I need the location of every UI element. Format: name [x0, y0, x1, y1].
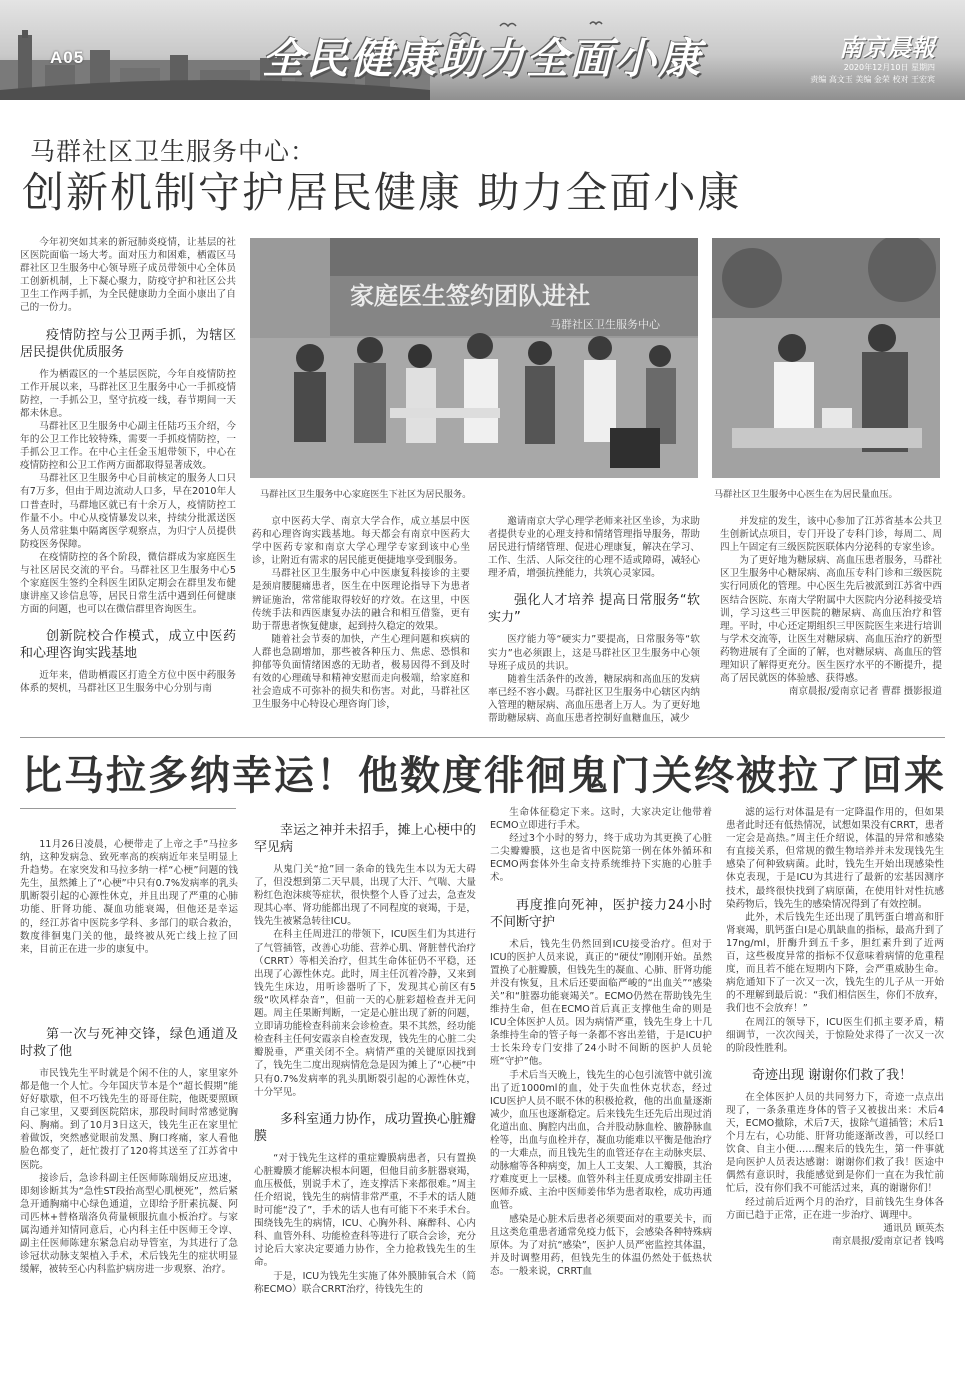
- photo-banner-text: 家庭医生签约团队进社: [350, 282, 590, 310]
- story1-headline: 创新机制守护居民健康 助力全面小康: [22, 168, 742, 217]
- story1-column-2: [252, 515, 470, 735]
- photo2-caption: 马群社区卫生服务中心医生在为居民量血压。: [714, 489, 898, 500]
- photo1-caption: 马群社区卫生服务中心家庭医生下社区为居民服务。: [260, 489, 472, 500]
- paragraph: 手术后当天晚上，钱先生的心包引流管中就引流出了近1000ml的血，处于失血性休克状态，经过ICU医护人员不眠不休的积极抢救，他的出血量逐渐减少，血压也逐渐稳定。后来钱先生还先后出现过消化道出血、胸腔内出血，合并股动脉血栓、腋静脉血栓等，出血与血栓并存，凝血功能难以平衡是他治疗的一大难点，而且钱先生的血管还存在主动脉夹层、动脉瘤等各种病变，加上人工支架、人工瓣膜，其治疗难度更上一层楼。血管外科主任夏成勇安排副主任医师乔威、主治中医师姜伟华为患者取栓，成功再通血管。: [490, 1069, 712, 1212]
- subheading: 疫情防控与公卫两手抓，为辖区居民提供优质服务: [20, 327, 236, 360]
- story2-column-2: [254, 822, 476, 1352]
- photo-family-doctor-image: [250, 238, 698, 478]
- paragraph: 随着生活条件的改善，糖尿病和高血压的发病率已经不容小觑。马群社区卫生服务中心辖区内纳入管理的糖尿病、高血压患者上万人。为了更好地帮助糖尿病、高血压患者控制好血糖血压，减少: [488, 673, 700, 725]
- paragraph: 生命体征稳定下来。这时，大家决定让他带着ECMO立即进行手术。: [490, 807, 712, 832]
- photo-blood-pressure: [712, 238, 940, 478]
- paragraph: 为了更好地为糖尿病、高血压患者服务，马群社区卫生服务中心糖尿病、高血压专科门诊和三级医院实行同质化的管理。中心医生先后被派到江苏省中西医结合医院、东南大学附属中大医院内分泌科接受培训，学习这些三甲医院的糖尿病、高血压治疗和管理。平时，中心还定期组织三甲医院医生来进行培训与学术交流等，让医生对糖尿病、高血压治疗的新型药物进展有了全面的了解，也对糖尿病、高血压的管理知识了解得更充分。医生医疗水平的不断提升，提高了居民就医的体验感、获得感。: [720, 555, 942, 685]
- paragraph: 在疫情防控的各个阶段，微信群成为家庭医生与社区居民交流的平台。马群社区卫生服务中心5个家庭医生签约全科医生团队定期会在群里发布健康讲座又诊信息等，居民日常生活中遇到任何健康方面的问题，也可以在微信群里咨询医生。: [20, 551, 236, 616]
- story1-column-4: [720, 515, 942, 735]
- subheading: 第一次与死神交锋，绿色通道及时救了他: [20, 1026, 238, 1059]
- paragraph: 11月26日凌晨，心梗带走了上帝之手”马拉多纳，这种发病急、致死率高的疾病近年来呈明显上升趋势。在家突发和马拉多纳一样“心梗”问题的钱先生，虽然摊上了“心梗”中只有0.7%发病率的乳头肌断裂引起的心源性休克，并且出现了严重的心肺功能、肝肾功能、凝血功能衰竭，但他还是幸运的，经江苏省中医院多学科、多部门的联合救治，数度徘徊鬼门关的他，最终被从死亡线上拉了回来，目前正在进一步的康复中。: [20, 839, 238, 955]
- story1-column-1: [20, 236, 236, 732]
- byline: 通讯员 顾英杰: [883, 1222, 944, 1234]
- paragraph: 接诊后，急诊科副主任医师陈瑞娟反应迅速，即刻诊断其为“急性ST段抬高型心肌梗死”，然后紧急开通胸痛中心绿色通道，立即给予肝素抗凝、阿司匹林+替格瑞洛负荷量顿服抗血小板治疗。与家属沟通并知情同意后，心内科主任中医师王令谆、副主任医师陈建东紧急启动导管室，为其进行了急诊冠状动脉支架植入手术，术后钱先生的症状明显缓解，被转至心内科监护病房进一步观察、治疗。: [20, 1172, 238, 1276]
- paragraph: 马群社区卫生服务中心目前核定的服务人口只有7万多，但由于周边流动人口多，早在2010年人口普查时，马群地区就已有十余万人，疫情防控工作量不小。中心从疫情暴发以来，持续分批派送医务人员常驻集中隔离医学观察点，为归宁人员提供防疫医务保障。: [20, 473, 236, 550]
- byline: 南京晨报/爱南京记者 曹群 摄影报道: [788, 686, 942, 698]
- paragraph: 今年初突如其来的新冠肺炎疫情，让基层的社区医院面临一场大考。面对压力和困难，栖霞区马群社区卫生服务中心领导班子成员带领中心全体员工创新机制，上下凝心聚力，防疫守护和社区公共卫生工作两手抓，为全民健康助力全面小康出了自己的一份力。: [20, 237, 236, 314]
- story1-column-3: [488, 515, 700, 735]
- paragraph: 随着社会节奏的加快，产生心理问题和疾病的人群也急剧增加，那些被各种压力、焦虑、恐惧和抑郁等负面情绪困惑的无助者，极易因得不到及时有效的心理疏导和精神安慰而走向极端，给家庭和社会造成不可弥补的损失和伤害。对此，马群社区卫生服务中心特设心理咨询门诊，: [252, 633, 470, 711]
- paragraph: 术后，钱先生仍然回到ICU接受治疗。但对于ICU的医护人员来说，真正的“硬仗”刚刚开始。虽然置换了心脏瓣膜，但钱先生的凝血、心肺、肝肾功能并没有恢复，且术后还要面临严峻的“出血关”“感染关”和“脏器功能衰竭关”。ECMO仍然在帮助钱先生维持生命，但在ECMO首后真正支撑他生命的则是ICU全体医护人员。因为病情严重，钱先生身上十几条维持生命的管子每一条都不容出差错，于是ICU护士长朱玲专门安排了24小时不间断的医护人员轮班“守护”他。: [490, 938, 712, 1068]
- page-number: A05: [50, 48, 85, 67]
- byline: 南京晨报/爱南京记者 钱鸣: [832, 1235, 944, 1247]
- subheading: 多科室通力协作，成功置换心脏瓣膜: [254, 1111, 476, 1144]
- section-banner: 全民健康助力全面小康: [262, 34, 703, 83]
- issue-date: 2020年12月10日 星期四: [843, 63, 935, 72]
- paragraph: 经过前后近两个月的治疗，目前钱先生身体各方面已趋于正常，正在进一步治疗、调理中。: [726, 1196, 944, 1221]
- paragraph: 医疗能力等“硬实力”要提高，日常服务等“软实力”也必须跟上，这是马群社区卫生服务中心领导班子成员的共识。: [488, 634, 700, 672]
- story2-column-3: [490, 806, 712, 1352]
- paragraph: 在全体医护人员的共同努力下，奇迹一点点出现了，一条条重连身体的管子又被拔出来：术后4天，ECMO撤除，术后7天，拔除气道插管；术后1个月左右，心功能、肝肾功能逐渐改善，可以经口饮食、自主小便……醒来后的钱先生，第一件事就是向医护人员表达感谢：谢谢你们救了我！医途中偶然有意识时，我能感觉到是你们一直在为我忙前忙后，没有你们我不可能活过来，真的谢谢你们！: [726, 1091, 944, 1195]
- paragraph: “对于钱先生这样的重症瓣膜病患者，只有置换心脏瓣膜才能解决根本问题，但他目前多脏器衰竭，血压极低，别说手术了，连支撑活下来都很难。”周主任介绍说，钱先生的病情非常严重，不手术的话人随时可能“没了”，手术的话人也有可能下不来手术台。围绕钱先生的病情，ICU、心胸外科、麻醉科、心内科、血管外科、功能检查科等进行了联合会诊，充分讨论后大家决定要通力协作，全力抢救钱先生的生命。: [254, 1152, 476, 1269]
- issue-meta: [810, 62, 935, 86]
- paragraph: 作为栖霞区的一个基层医院，今年自疫情防控工作开展以来，马群社区卫生服务中心一手抓疫情防控，一手抓公卫，坚守抗疫一线，春节期间一天都未休息。: [20, 368, 236, 419]
- paragraph: 感染是心脏术后患者必须要面对的重要关卡，而且这类危重患者通常免疫力低下，会感染各种特殊病原体。为了对抗“感染”，医护人员严密监控其体温，并及时调整用药，但钱先生的体温仍然处于低热状态。一般来说，CRRT血: [490, 1213, 712, 1277]
- paragraph: 此外，术后钱先生还出现了肌钙蛋白增高和肝肾衰竭，肌钙蛋白I是心肌缺血的指标，最高升到了17ng/ml，肝酶升到五千多，胆红素升到了近两百，这些极度异常的指标不仅意味着病情的危重程度，而且若不能在短期内下降，会严重威胁生命。病危通知下了一次又一次，钱先生的儿子从一开始的不理解到最后说：“我们相信医生，你们不放弃，我们也不会放弃！”: [726, 911, 944, 1015]
- subheading: 再度推向死神，医护接力24小时不间断守护: [490, 897, 712, 930]
- photo-family-doctor-team: [250, 238, 698, 478]
- paragraph: 滤的运行对体温是有一定降温作用的，但如果患者此时还有低热情况，试想如果没有CRRT，患者一定会是高热。”周主任介绍说，体温的异常和感染有直接关系，但常规的微生物培养并未发现钱先生感染了何种致病菌。此时，钱先生开始出现感染性休克表现，于是ICU为其进行了最新的宏基因测序技术，最终很快找到了病原菌，在使用针对性抗感染药物后，钱先生的感染情况得到了有效控制。: [726, 807, 944, 910]
- story1-kicker: 马群社区卫生服务中心：: [30, 137, 317, 166]
- column-top-rule: [20, 808, 236, 809]
- paragraph: 马群社区卫生服务中心副主任陆巧玉介绍，今年的公卫工作比较特殊，需要一手抓疫情防控，一手抓公卫工作。在中心主任金玉旭带领下，中心在疫情防控和公卫工作两方面都取得显著成效。: [20, 420, 236, 472]
- paragraph: 市民钱先生平时就是个闲不住的人，家里家外都是他一个人忙。今年国庆节本是个“超长假期”能好好歇歇，但不巧钱先生的哥哥住院，他既要照顾自己家里，又要到医院陪床，那段时间时常感觉胸闷、胸痛。到了10月3日这天，钱先生正在家里忙着做饭，突然感觉眼前发黑、胸口疼痛，家人看他脸色都变了，赶忙拨打了120将其送至了江苏省中医院。: [20, 1067, 238, 1171]
- paragraph: 于是，ICU为钱先生实施了体外膜肺氧合术（简称ECMO）联合CRRT治疗，待钱先生的: [254, 1270, 476, 1295]
- masthead: [0, 0, 965, 100]
- photo-blood-pressure-image: [712, 238, 940, 478]
- photo-banner-subtext: 马群社区卫生服务中心: [550, 318, 660, 331]
- story2-column-1: [20, 838, 238, 1350]
- paragraph: 从鬼门关“抢”回一条命的钱先生本以为无大碍了，但没想到第二天早晨，出现了大汗、气喘、大量粉红色泡沫痰等症状，很快整个人昏了过去，急查发现其心率、肾功能都出现了不同程度的衰竭，于是，钱先生被紧急转往ICU。: [254, 864, 476, 928]
- newspaper-logo: 南京晨報: [839, 33, 935, 62]
- subheading: 幸运之神并未招手，摊上心梗中的罕见病: [254, 823, 476, 855]
- paragraph: 马群社区卫生服务中心中医康复科接诊的主要是颈肩腰腿痛患者，医生在中医理论指导下为患者辨证施治，常常能取得较好的疗效。在这里，中医传统手法和西医康复办法的融合和相互借鉴，更有助于帮患者恢复健康，起到持久稳定的效果。: [252, 568, 470, 632]
- editor-credits: 责编 高文玉 美编 金荣 校对 王宏宾: [810, 75, 935, 84]
- story2-column-4: [726, 806, 944, 1356]
- paragraph: 京中医药大学、南京大学合作，成立基层中医药和心理咨询实践基地。每天都会有南京中医药大学中医药专家和南京大学心理学专家到该中心坐诊，让附近有需求的居民能更便捷地享受到服务。: [252, 516, 470, 567]
- paragraph: 邀请南京大学心理学老师来社区坐诊，为求助者提供专业的心理支持和情绪管理指导服务，帮助居民进行情绪管理、促进心理康复，解决在学习、工作、生活、人际交往的心理不适或障碍，减轻心理矛盾，增强抗挫能力，共筑心灵家园。: [488, 516, 700, 580]
- subheading: 奇迹出现 谢谢你们救了我！: [752, 1067, 913, 1083]
- subheading: 强化人才培养 提高日常服务“软实力”: [488, 593, 700, 626]
- subheading: 创新院校合作模式，成立中医药和心理咨询实践基地: [20, 629, 236, 662]
- paragraph: 在周江的领导下，ICU医生们抓主要矛盾，精细调节，一次次闯关，于惊险处求得了一次又一次的阶段性胜利。: [726, 1016, 944, 1054]
- paragraph: 近年来，借助栖霞区打造全方位中医中药服务体系的契机，马群社区卫生服务中心分别与南: [20, 670, 236, 695]
- story2-headline: 比马拉多纳幸运！他数度徘徊鬼门关终被拉了回来: [22, 753, 946, 799]
- paragraph: 并发症的发生，该中心参加了江苏省基本公共卫生创新试点项目，专门开设了专科门诊，每周二、周四上午固定有三级医院医联体内分泌科的专家坐诊。: [720, 516, 942, 554]
- paragraph: 在科主任周进江的带领下，ICU医生们为其进行了气管插管，改善心功能、营养心肌、肾脏替代治疗（CRRT）等相关治疗，但其生命体征仍不平稳，还出现了心源性休克。此时，周主任沉着冷静，又来到钱先生床边，用听诊器听了下，发现其心前区有5级“吹风样杂音”，但前一天的心脏彩超检查并无问题。周主任果断判断，一定是心脏出现了新的问题，立即请功能检查科前来会诊检查。果不其然，经功能检查科主任何安霞亲自检查发现，钱先生的心脏二尖瓣脱垂，严重关闭不全。病情严重的关键原因找到了，钱先生二度出现病情危急是因为摊上了“心梗”中只有0.7%发病率的乳头肌断裂引起的心源性休克，十分罕见。: [254, 929, 476, 1098]
- section-divider: [20, 737, 945, 738]
- paragraph: 经过3个小时的努力，终于成功为其更换了心脏二尖瓣瓣膜，这也是省中医院第一例在体外循环和ECMO两套体外生命支持系统维持下实施的心脏手术。: [490, 833, 712, 884]
